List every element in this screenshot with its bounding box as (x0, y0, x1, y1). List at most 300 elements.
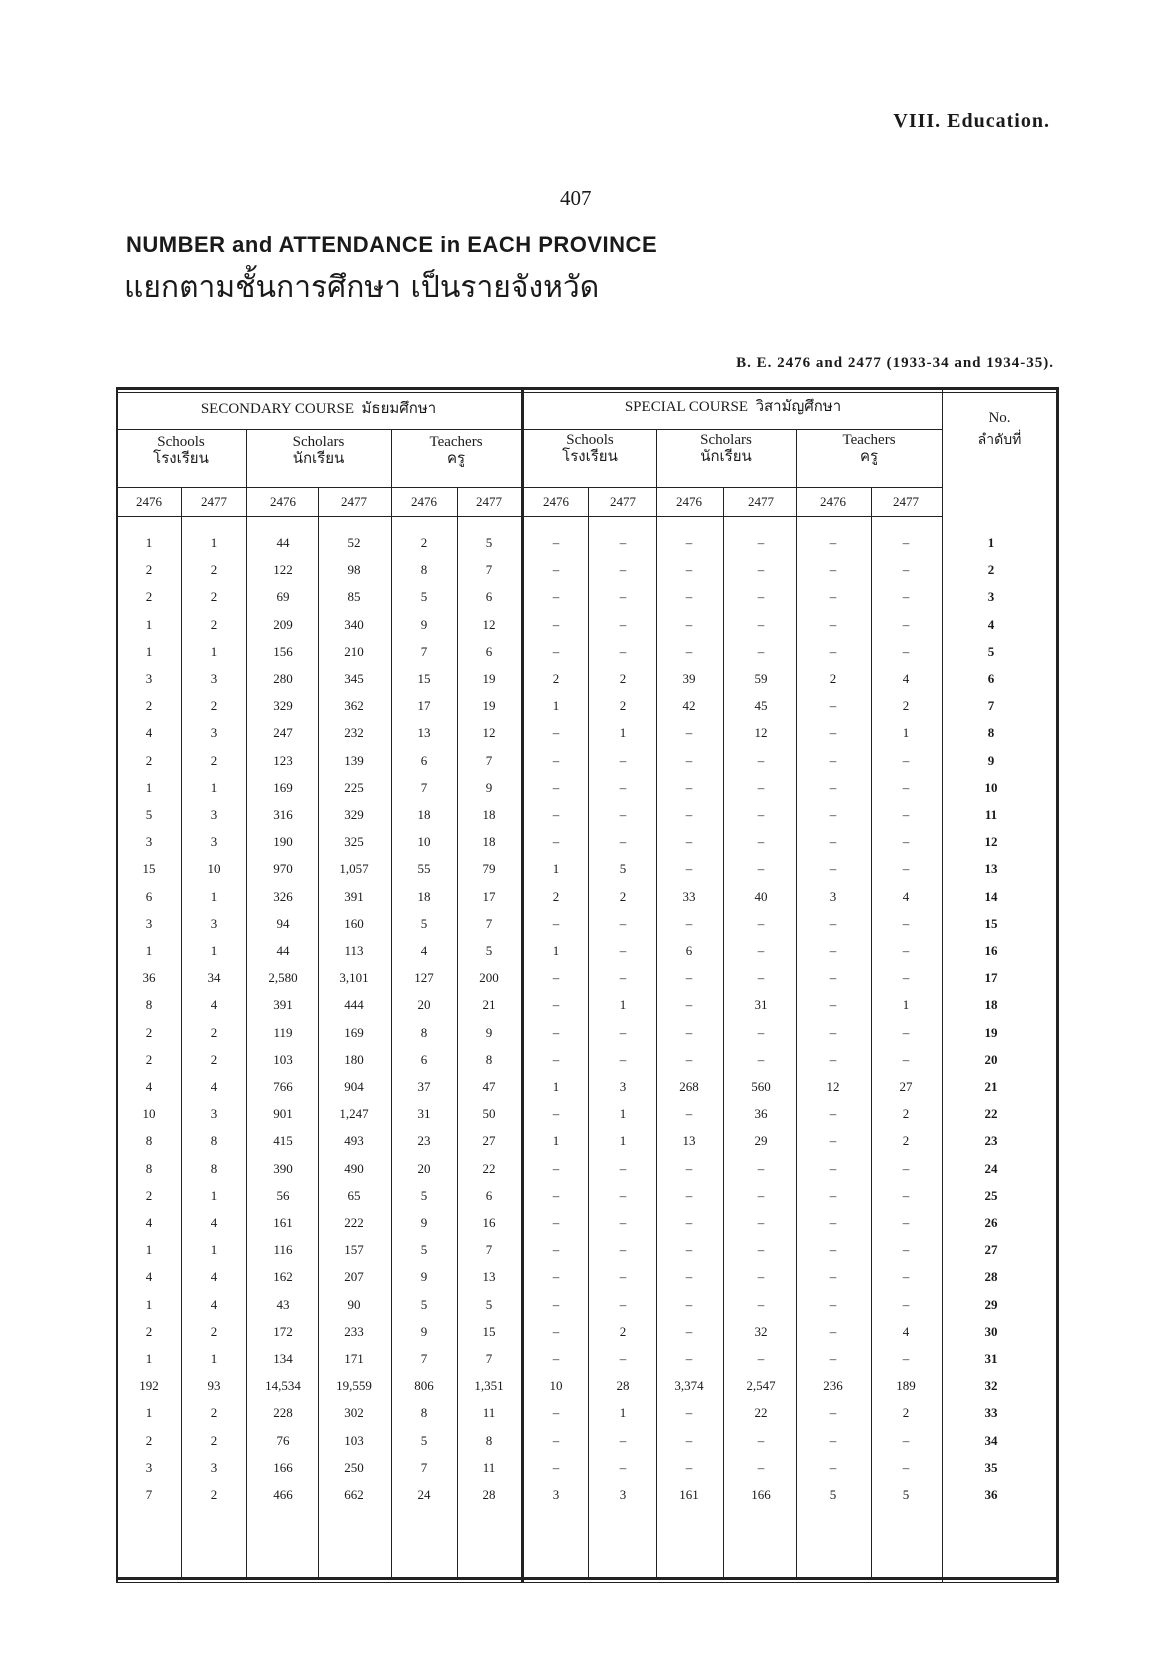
table-cell: 662 (344, 1487, 364, 1502)
table-cell: – (757, 1432, 765, 1448)
table-cell: 250 (344, 1459, 364, 1475)
group-label: SPECIAL COURSE (624, 399, 749, 415)
table-cell: 2 (210, 698, 218, 714)
table-cell: 192 (139, 1378, 159, 1394)
table-cell: 806 (414, 1378, 434, 1394)
row-number-cell: 29 (984, 1296, 998, 1312)
table-cell: – (619, 589, 627, 605)
year-divider (588, 487, 589, 1579)
table-cell: 13 (682, 1133, 696, 1149)
table-cell: – (619, 779, 627, 795)
year-divider (871, 487, 872, 1579)
table-cell: 1 (145, 1351, 153, 1366)
table-cell: – (829, 834, 837, 850)
table-cell: – (902, 807, 910, 822)
table-cell: – (902, 1051, 910, 1067)
table-cell: 93 (207, 1378, 221, 1394)
table-cell: 13 (417, 725, 431, 741)
table-cell: – (619, 943, 627, 958)
table-cell: – (685, 1187, 693, 1203)
row-number-cell: 35 (984, 1459, 998, 1475)
table-cell: 2 (145, 1187, 153, 1203)
table-cell: 6 (145, 888, 153, 904)
table-cell: 15 (142, 861, 156, 877)
table-cell: – (619, 616, 627, 632)
table-cell: – (902, 943, 910, 958)
table-cell: 3 (210, 807, 218, 822)
table-cell: – (685, 834, 693, 850)
table-cell: – (829, 997, 837, 1013)
table-cell: – (685, 643, 693, 659)
year-label: 2476 (676, 494, 702, 509)
table-cell: 14,534 (265, 1378, 301, 1394)
table-cell: 970 (273, 861, 293, 877)
year-label: 2477 (476, 494, 502, 509)
subheader-schools (116, 435, 246, 467)
table-cell: 31 (754, 997, 768, 1013)
table-cell: – (619, 1351, 627, 1366)
table-top-rule-inner (116, 392, 1059, 393)
table-cell: – (619, 1187, 627, 1203)
table-cell: 2 (210, 752, 218, 768)
table-cell: – (619, 915, 627, 931)
table-cell: 560 (751, 1079, 771, 1094)
table-cell: – (685, 725, 693, 741)
table-cell: – (552, 970, 560, 986)
table-cell: – (757, 915, 765, 931)
table-cell: 5 (420, 1187, 428, 1203)
table-cell: 166 (273, 1459, 293, 1475)
table-cell: – (552, 1106, 560, 1122)
row-number-cell: 24 (984, 1160, 998, 1176)
row-number-cell: 23 (984, 1133, 998, 1149)
table-cell: – (619, 1432, 627, 1448)
table-cell: – (829, 535, 837, 550)
table-cell: – (685, 807, 693, 822)
table-cell: 247 (273, 725, 293, 741)
table-cell: 228 (273, 1405, 293, 1421)
table-cell: 6 (685, 943, 693, 958)
table-cell: – (902, 643, 910, 659)
table-cell: 2 (902, 1405, 910, 1421)
row-number-cell: 8 (987, 725, 995, 741)
table-cell: 2 (210, 562, 218, 578)
table-cell: 189 (896, 1378, 916, 1394)
table-cell: – (685, 1106, 693, 1122)
table-cell: 9 (420, 1215, 428, 1230)
table-cell: 45 (754, 698, 768, 714)
table-cell: 9 (420, 1269, 428, 1285)
table-cell: – (757, 1351, 765, 1366)
table-cell: 1,247 (339, 1106, 369, 1122)
table-cell: 33 (682, 888, 696, 904)
subheader-label: Teachers (429, 434, 483, 450)
table-cell: 21 (482, 997, 496, 1013)
group-header-secondary (116, 401, 521, 418)
table-cell: 3 (210, 671, 218, 686)
table-cell: – (757, 1459, 765, 1475)
table-cell: – (685, 1459, 693, 1475)
table-cell: 190 (273, 834, 293, 850)
table-cell: – (619, 752, 627, 768)
table-cell: 1 (145, 1296, 153, 1312)
table-cell: 1 (552, 698, 560, 714)
table-cell: – (552, 1296, 560, 1312)
table-cell: 1 (902, 997, 910, 1013)
table-cell: 3 (145, 671, 153, 686)
table-cell: 1 (552, 1133, 560, 1149)
table-cell: 56 (276, 1187, 290, 1203)
table-cell: 31 (417, 1106, 431, 1122)
table-cell: 1 (210, 1187, 218, 1203)
subheader-label-thai: ครู (859, 446, 879, 465)
group-label-thai: วิสามัญศึกษา (755, 397, 842, 415)
table-cell: 3 (145, 1459, 153, 1475)
table-cell: 490 (344, 1160, 364, 1176)
table-cell: – (902, 1024, 910, 1040)
year-label: 2477 (893, 494, 919, 509)
table-cell: – (685, 1160, 693, 1176)
row-number-cell: 12 (984, 834, 998, 850)
table-cell: – (902, 1242, 910, 1258)
table-cell: – (902, 1459, 910, 1475)
table-cell: 1 (145, 535, 153, 550)
table-cell: 98 (347, 562, 361, 578)
table-cell: 6 (420, 1051, 428, 1067)
table-cell: – (685, 1351, 693, 1366)
table-cell: 103 (273, 1051, 293, 1067)
table-cell: 5 (420, 1242, 428, 1258)
table-cell: 5 (420, 1296, 428, 1312)
table-cell: – (685, 1323, 693, 1339)
table-cell: 2 (210, 1051, 218, 1067)
subheader-label-thai: ครู (446, 448, 466, 467)
table-cell: 1 (210, 1351, 218, 1366)
table-cell: – (757, 616, 765, 632)
table-cell: 2 (145, 1024, 153, 1040)
table-cell: 116 (273, 1242, 293, 1258)
table-cell: 28 (616, 1378, 630, 1394)
table-cell: – (757, 1051, 765, 1067)
table-cell: 28 (482, 1487, 496, 1502)
table-cell: 329 (273, 698, 293, 714)
subheader-rule (116, 487, 942, 488)
table-cell: – (685, 562, 693, 578)
table-cell: – (619, 1160, 627, 1176)
year-divider (318, 487, 319, 1579)
table-cell: 8 (485, 1432, 493, 1448)
table-cell: 2 (210, 1432, 218, 1448)
table-cell: 4 (145, 1269, 153, 1285)
table-cell: 3 (210, 834, 218, 850)
table-cell: – (757, 1160, 765, 1176)
row-number-cell: 31 (984, 1351, 998, 1366)
subheader-label: Teachers (842, 432, 896, 448)
table-cell: 1 (145, 643, 153, 659)
table-cell: 169 (273, 779, 293, 795)
table-cell: – (757, 1024, 765, 1040)
row-number-cell: 19 (984, 1024, 998, 1040)
table-cell: 44 (276, 535, 290, 550)
table-cell: 8 (145, 1133, 153, 1149)
table-cell: 3 (145, 834, 153, 850)
table-cell: 7 (485, 562, 493, 578)
table-cell: 2 (145, 1323, 153, 1339)
section-header: VIII. Education. (893, 110, 1050, 132)
table-cell: 10 (207, 861, 221, 877)
table-cell: – (552, 1269, 560, 1285)
table-cell: – (829, 1269, 837, 1285)
table-cell: – (902, 970, 910, 986)
table-cell: 15 (417, 671, 431, 686)
attendance-table (116, 387, 1059, 1583)
year-label: 2477 (748, 494, 774, 509)
table-cell: 225 (344, 779, 364, 795)
table-cell: 50 (482, 1106, 496, 1122)
table-cell: 127 (414, 970, 434, 986)
table-cell: 103 (344, 1432, 364, 1448)
table-cell: 222 (344, 1215, 364, 1230)
table-cell: 9 (485, 1024, 493, 1040)
table-cell: 47 (482, 1079, 496, 1094)
table-cell: 2 (902, 698, 910, 714)
table-cell: 4 (145, 725, 153, 741)
table-cell: 139 (344, 752, 364, 768)
table-cell: 161 (679, 1487, 699, 1502)
table-cell: 2 (145, 698, 153, 714)
row-number-cell: 9 (987, 752, 995, 768)
table-cell: 901 (273, 1106, 293, 1122)
table-cell: 9 (420, 1323, 428, 1339)
row-number-cell: 7 (987, 698, 995, 714)
subheader-label-thai: นักเรียน (700, 446, 752, 465)
table-cell: 7 (485, 752, 493, 768)
year-label: 2476 (270, 494, 296, 509)
table-cell: – (902, 915, 910, 931)
table-cell: 15 (482, 1323, 496, 1339)
table-cell: 43 (276, 1296, 290, 1312)
table-cell: – (829, 1405, 837, 1421)
table-cell: 3 (145, 915, 153, 931)
table-cell: 5 (420, 915, 428, 931)
table-cell: 8 (210, 1133, 218, 1149)
table-cell: 766 (273, 1079, 293, 1094)
table-cell: 17 (417, 698, 431, 714)
table-cell: 3 (210, 725, 218, 741)
table-cell: 1 (552, 943, 560, 958)
table-cell: 5 (485, 1296, 493, 1312)
row-number-cell: 17 (984, 970, 998, 986)
table-cell: 1 (210, 888, 218, 904)
page-number: 407 (560, 186, 592, 210)
table-cell: 1 (145, 616, 153, 632)
row-number-cell: 15 (984, 915, 998, 931)
table-cell: – (757, 1269, 765, 1285)
table-cell: 18 (482, 807, 496, 822)
table-cell: 1,057 (339, 861, 369, 877)
table-cell: 232 (344, 725, 364, 741)
table-cell: 44 (276, 943, 290, 958)
table-cell: – (829, 1160, 837, 1176)
table-cell: – (829, 943, 837, 958)
table-cell: 7 (420, 1459, 428, 1475)
table-cell: 52 (347, 535, 361, 550)
table-cell: 390 (273, 1160, 293, 1176)
table-cell: – (619, 643, 627, 659)
table-cell: 6 (485, 589, 493, 605)
table-cell: – (552, 1215, 560, 1230)
table-cell: 1 (145, 1242, 153, 1258)
table-cell: – (829, 725, 837, 741)
no-label: No. (988, 410, 1011, 426)
table-cell: 4 (420, 943, 428, 958)
table-cell: 7 (485, 1351, 493, 1366)
table-cell: – (685, 1296, 693, 1312)
table-cell: – (902, 1296, 910, 1312)
table-cell: – (757, 535, 765, 550)
table-cell: 65 (347, 1187, 361, 1203)
table-cell: – (685, 616, 693, 632)
table-cell: – (829, 562, 837, 578)
table-cell: – (902, 779, 910, 795)
table-cell: 22 (754, 1405, 768, 1421)
table-cell: 1 (210, 779, 218, 795)
table-cell: 19 (482, 698, 496, 714)
table-cell: 209 (273, 616, 293, 632)
table-cell: 162 (273, 1269, 293, 1285)
table-cell: 12 (826, 1079, 840, 1094)
table-cell: – (685, 779, 693, 795)
subheader-label: Schools (157, 434, 205, 450)
row-number-cell: 25 (984, 1187, 998, 1203)
row-number-cell: 27 (984, 1242, 998, 1258)
table-cell: – (902, 589, 910, 605)
left-border (116, 387, 118, 1583)
table-cell: – (757, 589, 765, 605)
table-cell: – (619, 1459, 627, 1475)
subheader-teachers (796, 433, 942, 465)
table-cell: 316 (273, 807, 293, 822)
table-cell: 444 (344, 997, 364, 1013)
table-cell: 4 (145, 1079, 153, 1094)
table-cell: 7 (420, 779, 428, 795)
year-divider (181, 487, 182, 1579)
table-cell: 233 (344, 1323, 364, 1339)
table-cell: 2 (145, 1432, 153, 1448)
table-cell: – (619, 1051, 627, 1067)
table-cell: 36 (754, 1106, 768, 1122)
table-cell: – (685, 915, 693, 931)
table-cell: 2 (145, 1051, 153, 1067)
table-cell: – (829, 698, 837, 714)
table-cell: – (829, 1024, 837, 1040)
table-cell: – (902, 1215, 910, 1230)
subheader-teachers (391, 435, 521, 467)
year-label: 2477 (341, 494, 367, 509)
table-cell: 42 (682, 698, 696, 714)
table-cell: 1 (210, 643, 218, 659)
table-cell: 391 (273, 997, 293, 1013)
table-cell: – (552, 1024, 560, 1040)
year-label: 2476 (543, 494, 569, 509)
table-cell: 18 (417, 807, 431, 822)
table-cell: 17 (482, 888, 496, 904)
table-cell: – (552, 752, 560, 768)
table-cell: 210 (344, 643, 364, 659)
table-cell: 12 (482, 616, 496, 632)
subheader-schools (524, 433, 656, 465)
table-cell: 391 (344, 888, 364, 904)
table-cell: 236 (823, 1378, 843, 1394)
table-cell: 3,374 (674, 1378, 704, 1394)
divider-special-schools (656, 429, 657, 1579)
table-cell: 180 (344, 1051, 364, 1067)
row-number-cell: 14 (984, 888, 998, 904)
subheader-label-thai: นักเรียน (292, 448, 345, 467)
table-cell: 4 (210, 1079, 218, 1094)
table-cell: 5 (420, 589, 428, 605)
table-cell: – (685, 970, 693, 986)
group-label: SECONDARY COURSE (200, 401, 355, 417)
subheader-row-number (943, 411, 1056, 447)
table-cell: – (829, 861, 837, 877)
table-cell: 1 (619, 1133, 627, 1149)
table-cell: 22 (482, 1160, 496, 1176)
table-cell: 37 (417, 1079, 431, 1094)
table-cell: 4 (145, 1215, 153, 1230)
table-cell: 7 (420, 1351, 428, 1366)
table-cell: 5 (145, 807, 153, 822)
group-divider (521, 387, 524, 1583)
table-cell: 85 (347, 589, 361, 605)
table-cell: – (829, 807, 837, 822)
table-cell: 19 (482, 671, 496, 686)
table-cell: 6 (420, 752, 428, 768)
table-cell: – (619, 1242, 627, 1258)
table-cell: 13 (482, 1269, 496, 1285)
row-number-cell: 10 (984, 779, 998, 795)
table-cell: 2 (145, 752, 153, 768)
table-cell: 268 (679, 1079, 699, 1094)
table-cell: – (829, 1215, 837, 1230)
group-header-rule (116, 429, 942, 430)
table-cell: 10 (417, 834, 431, 850)
table-cell: – (552, 1242, 560, 1258)
table-cell: 18 (417, 888, 431, 904)
row-number-cell: 21 (984, 1079, 998, 1094)
divider-special-scholars (796, 429, 797, 1579)
table-cell: 160 (344, 915, 364, 931)
table-cell: 1 (619, 997, 627, 1013)
table-cell: 5 (902, 1487, 910, 1502)
table-cell: – (685, 1242, 693, 1258)
table-cell: – (829, 752, 837, 768)
page-title-thai: แยกตามชั้นการศึกษา เป็นรายจังหวัด (124, 270, 600, 305)
row-number-cell: 4 (987, 616, 995, 632)
table-cell: 1 (552, 1079, 560, 1094)
table-cell: – (552, 1187, 560, 1203)
table-cell: 1 (145, 779, 153, 795)
group-header-special (524, 399, 942, 416)
table-cell: – (552, 562, 560, 578)
table-cell: 8 (210, 1160, 218, 1176)
no-column-divider (942, 387, 943, 1583)
table-cell: – (552, 834, 560, 850)
table-cell: 20 (417, 997, 431, 1013)
table-cell: – (902, 1351, 910, 1366)
table-cell: – (619, 1215, 627, 1230)
table-cell: 161 (273, 1215, 293, 1230)
